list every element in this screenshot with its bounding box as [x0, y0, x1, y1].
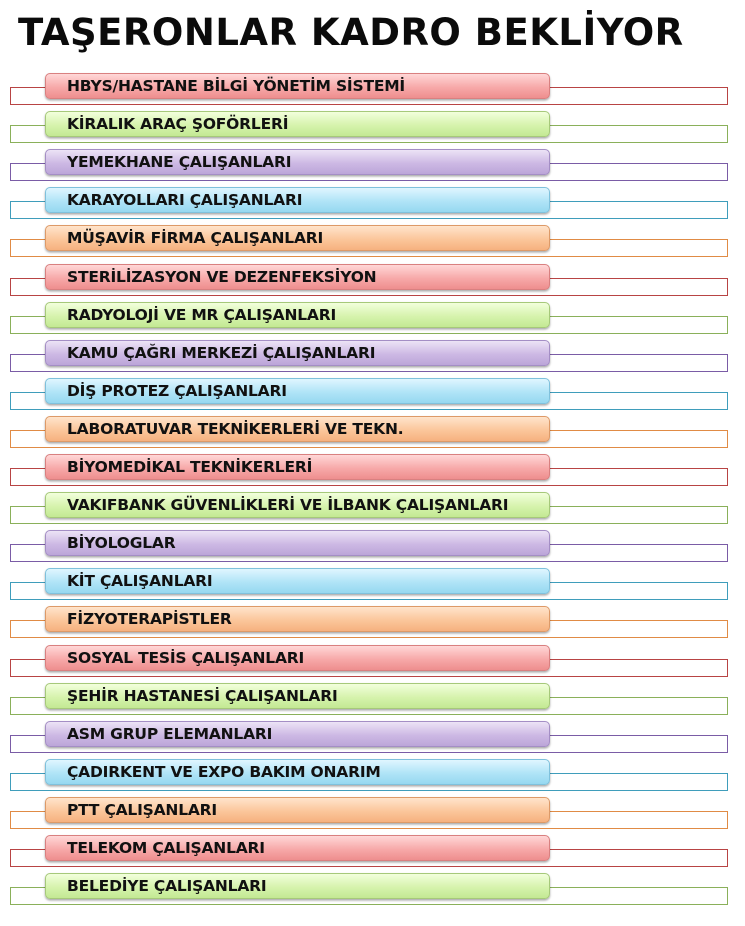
page-title: TAŞERONLAR KADRO BEKLİYOR [18, 11, 684, 54]
item-label-box [45, 492, 550, 518]
list-item [0, 759, 745, 799]
item-label: TELEKOM ÇALIŞANLARI [67, 839, 265, 857]
item-label: SOSYAL TESİS ÇALIŞANLARI [67, 648, 305, 667]
item-label: ŞEHİR HASTANESİ ÇALIŞANLARI [67, 686, 338, 705]
item-label: ÇADIRKENT VE EXPO BAKIM ONARIM [67, 762, 381, 781]
item-label-box [45, 149, 550, 175]
list-item [0, 797, 745, 837]
list-item [0, 454, 745, 494]
item-label-box [45, 568, 550, 594]
item-label-box [45, 73, 550, 99]
item-label: KARAYOLLARI ÇALIŞANLARI [67, 191, 303, 210]
item-label: MÜŞAVİR FİRMA ÇALIŞANLARI [67, 229, 324, 248]
item-label: PTT ÇALIŞANLARI [67, 800, 217, 819]
item-label: BİYOLOGLAR [67, 534, 176, 553]
item-label-box [45, 721, 550, 747]
item-label-box [45, 835, 550, 861]
item-label-box [45, 683, 550, 709]
list-item [0, 416, 745, 456]
item-label-box [45, 454, 550, 480]
list-item [0, 187, 745, 227]
list-item [0, 835, 745, 875]
item-label: KİRALIK ARAÇ ŞOFÖRLERİ [67, 115, 289, 134]
item-label-box [45, 225, 550, 251]
list-item [0, 492, 745, 532]
item-label-box [45, 340, 550, 366]
list-item [0, 340, 745, 380]
list-item [0, 264, 745, 304]
item-label-box [45, 530, 550, 556]
item-label-box [45, 416, 550, 442]
list-item [0, 530, 745, 570]
list-item [0, 606, 745, 646]
item-label: LABORATUVAR TEKNİKERLERİ VE TEKN. [67, 419, 404, 438]
list-item [0, 568, 745, 608]
list-item [0, 73, 745, 113]
item-label: ASM GRUP ELEMANLARI [67, 724, 273, 743]
item-label: VAKIFBANK GÜVENLİKLERİ VE İLBANK ÇALIŞANLARI [67, 496, 509, 515]
item-label-box [45, 873, 550, 899]
item-label-box [45, 797, 550, 823]
list-item [0, 302, 745, 342]
item-label-box [45, 302, 550, 328]
list-item [0, 225, 745, 265]
list-item [0, 721, 745, 761]
list-item [0, 683, 745, 723]
item-label-box [45, 759, 550, 785]
item-label: STERİLİZASYON VE DEZENFEKSİYON [67, 267, 377, 286]
item-label-box [45, 111, 550, 137]
list-item [0, 873, 745, 913]
item-label-box [45, 264, 550, 290]
item-label: RADYOLOJİ VE MR ÇALIŞANLARI [67, 305, 337, 324]
item-label: HBYS/HASTANE BİLGİ YÖNETİM SİSTEMİ [67, 77, 405, 95]
item-label: BELEDİYE ÇALIŞANLARI [67, 877, 267, 896]
item-label-box [45, 187, 550, 213]
list-item [0, 378, 745, 418]
list-item [0, 149, 745, 189]
list-item [0, 645, 745, 685]
item-label-box [45, 378, 550, 404]
item-label: YEMEKHANE ÇALIŞANLARI [67, 153, 292, 172]
item-label-box [45, 645, 550, 671]
item-label: KİT ÇALIŞANLARI [67, 572, 213, 591]
list-item [0, 111, 745, 151]
item-label: KAMU ÇAĞRI MERKEZİ ÇALIŞANLARI [67, 343, 376, 362]
item-label: FİZYOTERAPİSTLER [67, 610, 232, 629]
item-label-box [45, 606, 550, 632]
item-label: DİŞ PROTEZ ÇALIŞANLARI [67, 381, 287, 400]
item-label: BİYOMEDİKAL TEKNİKERLERİ [67, 458, 313, 476]
